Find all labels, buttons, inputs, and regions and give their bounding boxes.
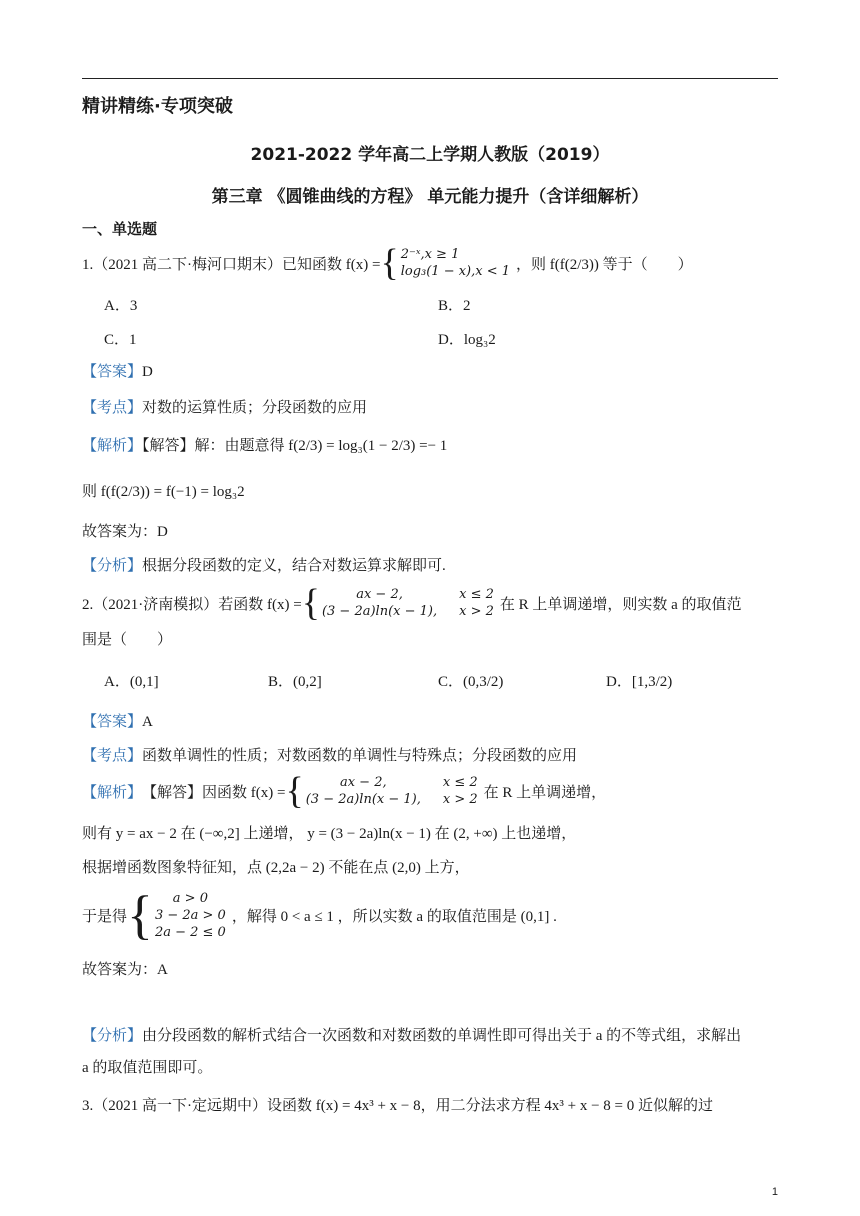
q1-piecewise: { 2⁻ˣ,x ≥ 1 log₃(1 − x),x < 1	[380, 242, 511, 284]
q2-sys-2: 3 − 2a > 0	[154, 907, 226, 923]
q2-stem-pre: 2.（2021·济南模拟）若函数 f(x) =	[82, 596, 302, 613]
q2-option-c: C．(0,3/2)	[438, 674, 504, 690]
q2-line-a: 则有 y = ax − 2 在 (−∞,2] 上递增， y = (3 − 2a)ln(x − 1) 在 (2, +∞) 上也递增，	[82, 826, 577, 842]
q1-case-1: 2⁻ˣ,x ≥ 1	[400, 247, 460, 262]
answer-value: A	[142, 714, 153, 730]
q1-kaodian	[82, 396, 367, 417]
q2-sys-1: a > 0	[172, 890, 208, 906]
q1-answer	[82, 360, 153, 381]
q2-option-d: D．[1,3/2)	[606, 674, 673, 690]
q1-fenxi	[82, 554, 446, 575]
q1-jiexi-line-2: 则 f(f(2/3)) = f(−1) = log₃2	[82, 484, 245, 500]
q2-line-b: 根据增函数图象特征知，点 (2,2a − 2) 不能在点 (2,0) 上方，	[82, 860, 470, 876]
q2-sys-3: 2a − 2 ≤ 0	[154, 924, 226, 940]
jiexi-line-1: 【解答】解：由题意得 f(2/3) = log₃(1 − 2/3) =− 1	[142, 438, 448, 454]
q1-final: 故答案为：D	[82, 524, 168, 540]
q1-option-a: A．3	[104, 298, 138, 314]
q1-stem	[82, 244, 693, 282]
q2-inequality-system: { a > 0 3 − 2a > 0 2a − 2 ≤ 0	[127, 885, 226, 945]
answer-tag: 【答案】	[82, 714, 143, 730]
q2-case-2b: x > 2	[459, 604, 494, 619]
q2-stem	[82, 584, 742, 622]
q1-jiexi	[82, 434, 447, 455]
fenxi-text: 根据分段函数的定义，结合对数运算求解即可.	[142, 558, 446, 574]
fenxi-tag: 【分析】	[82, 1028, 143, 1044]
q2-kaodian	[82, 744, 577, 765]
title-line-1: 2021-2022 学年高二上学期人教版（2019）	[250, 145, 610, 165]
q2-piecewise: { ax − 2, x ≤ 2 (3 − 2a)ln(x − 1), x > 2	[301, 582, 494, 624]
q2-system	[82, 885, 557, 945]
title-line-2: 第三章 《圆锥曲线的方程》 单元能力提升（含详细解析）	[211, 187, 649, 207]
q2-fenxi	[82, 1024, 741, 1045]
fenxi-line-1: 由分段函数的解析式结合一次函数和对数函数的单调性即可得出关于 a 的不等式组，求解出	[142, 1028, 742, 1044]
q2-answer	[82, 710, 153, 731]
page-number: 1	[771, 1186, 778, 1198]
q2-final: 故答案为：A	[82, 962, 168, 978]
q2-jiexi	[82, 772, 606, 810]
q3-stem: 3.（2021 高一下·定远期中）设函数 f(x) = 4x³ + x − 8，用二分法求方程 4x³ + x − 8 = 0 近似解的过	[82, 1098, 713, 1114]
series-header: 精讲精练·专项突破	[82, 96, 233, 117]
q2-jiexi-case-1b: x ≤ 2	[442, 775, 478, 790]
q2-fenxi-line-2: a 的取值范围即可。	[82, 1060, 213, 1076]
q2-sys-pre: 于是得	[82, 908, 128, 925]
kaodian-text: 函数单调性的性质；对数函数的单调性与特殊点；分段函数的应用	[142, 748, 578, 764]
q1-stem-post: ，则 f(f(2/3)) 等于（ ）	[516, 256, 693, 273]
answer-tag: 【答案】	[82, 364, 143, 380]
q1-stem-pre: 1.（2021 高二下·梅河口期末）已知函数 f(x) =	[82, 256, 381, 273]
q2-stem-line-2: 围是（ ）	[82, 632, 173, 648]
kaodian-text: 对数的运算性质；分段函数的应用	[142, 400, 368, 416]
q2-jiexi-case-2a: (3 − 2a)ln(x − 1),	[305, 792, 421, 807]
jiexi-tag: 【解析】	[82, 784, 143, 801]
q2-sys-post: ，解得 0 < a ≤ 1 ，所以实数 a 的取值范围是 (0,1] .	[231, 908, 557, 925]
q1-option-c: C．1	[104, 332, 137, 348]
q2-case-2a: (3 − 2a)ln(x − 1),	[321, 604, 438, 619]
q2-jiexi-piecewise: { ax − 2, x ≤ 2 (3 − 2a)ln(x − 1), x > 2	[285, 770, 478, 812]
q2-jiexi-case-1a: ax − 2,	[339, 775, 387, 790]
section-heading: 一、单选题	[82, 220, 158, 238]
q2-case-1b: x ≤ 2	[459, 587, 494, 602]
q1-case-2: log₃(1 − x),x < 1	[400, 264, 511, 279]
q1-option-b: B．2	[438, 298, 471, 314]
kaodian-tag: 【考点】	[82, 748, 143, 764]
q2-jiexi-case-2b: x > 2	[442, 792, 478, 807]
q2-jiexi-post: 在 R 上单调递增，	[483, 784, 607, 801]
q1-option-d: D．log₃2	[438, 332, 496, 348]
q2-option-b: B．(0,2]	[268, 674, 322, 690]
header-rule	[82, 78, 778, 79]
q2-case-1a: ax − 2,	[356, 587, 403, 602]
jiexi-tag: 【解析】	[82, 438, 143, 454]
q2-option-a: A．(0,1]	[104, 674, 159, 690]
q2-jiexi-pre: 【解答】因函数 f(x) =	[142, 784, 286, 801]
q2-stem-post: 在 R 上单调递增，则实数 a 的取值范	[499, 596, 742, 613]
kaodian-tag: 【考点】	[82, 400, 143, 416]
answer-value: D	[142, 364, 153, 380]
fenxi-tag: 【分析】	[82, 558, 143, 574]
